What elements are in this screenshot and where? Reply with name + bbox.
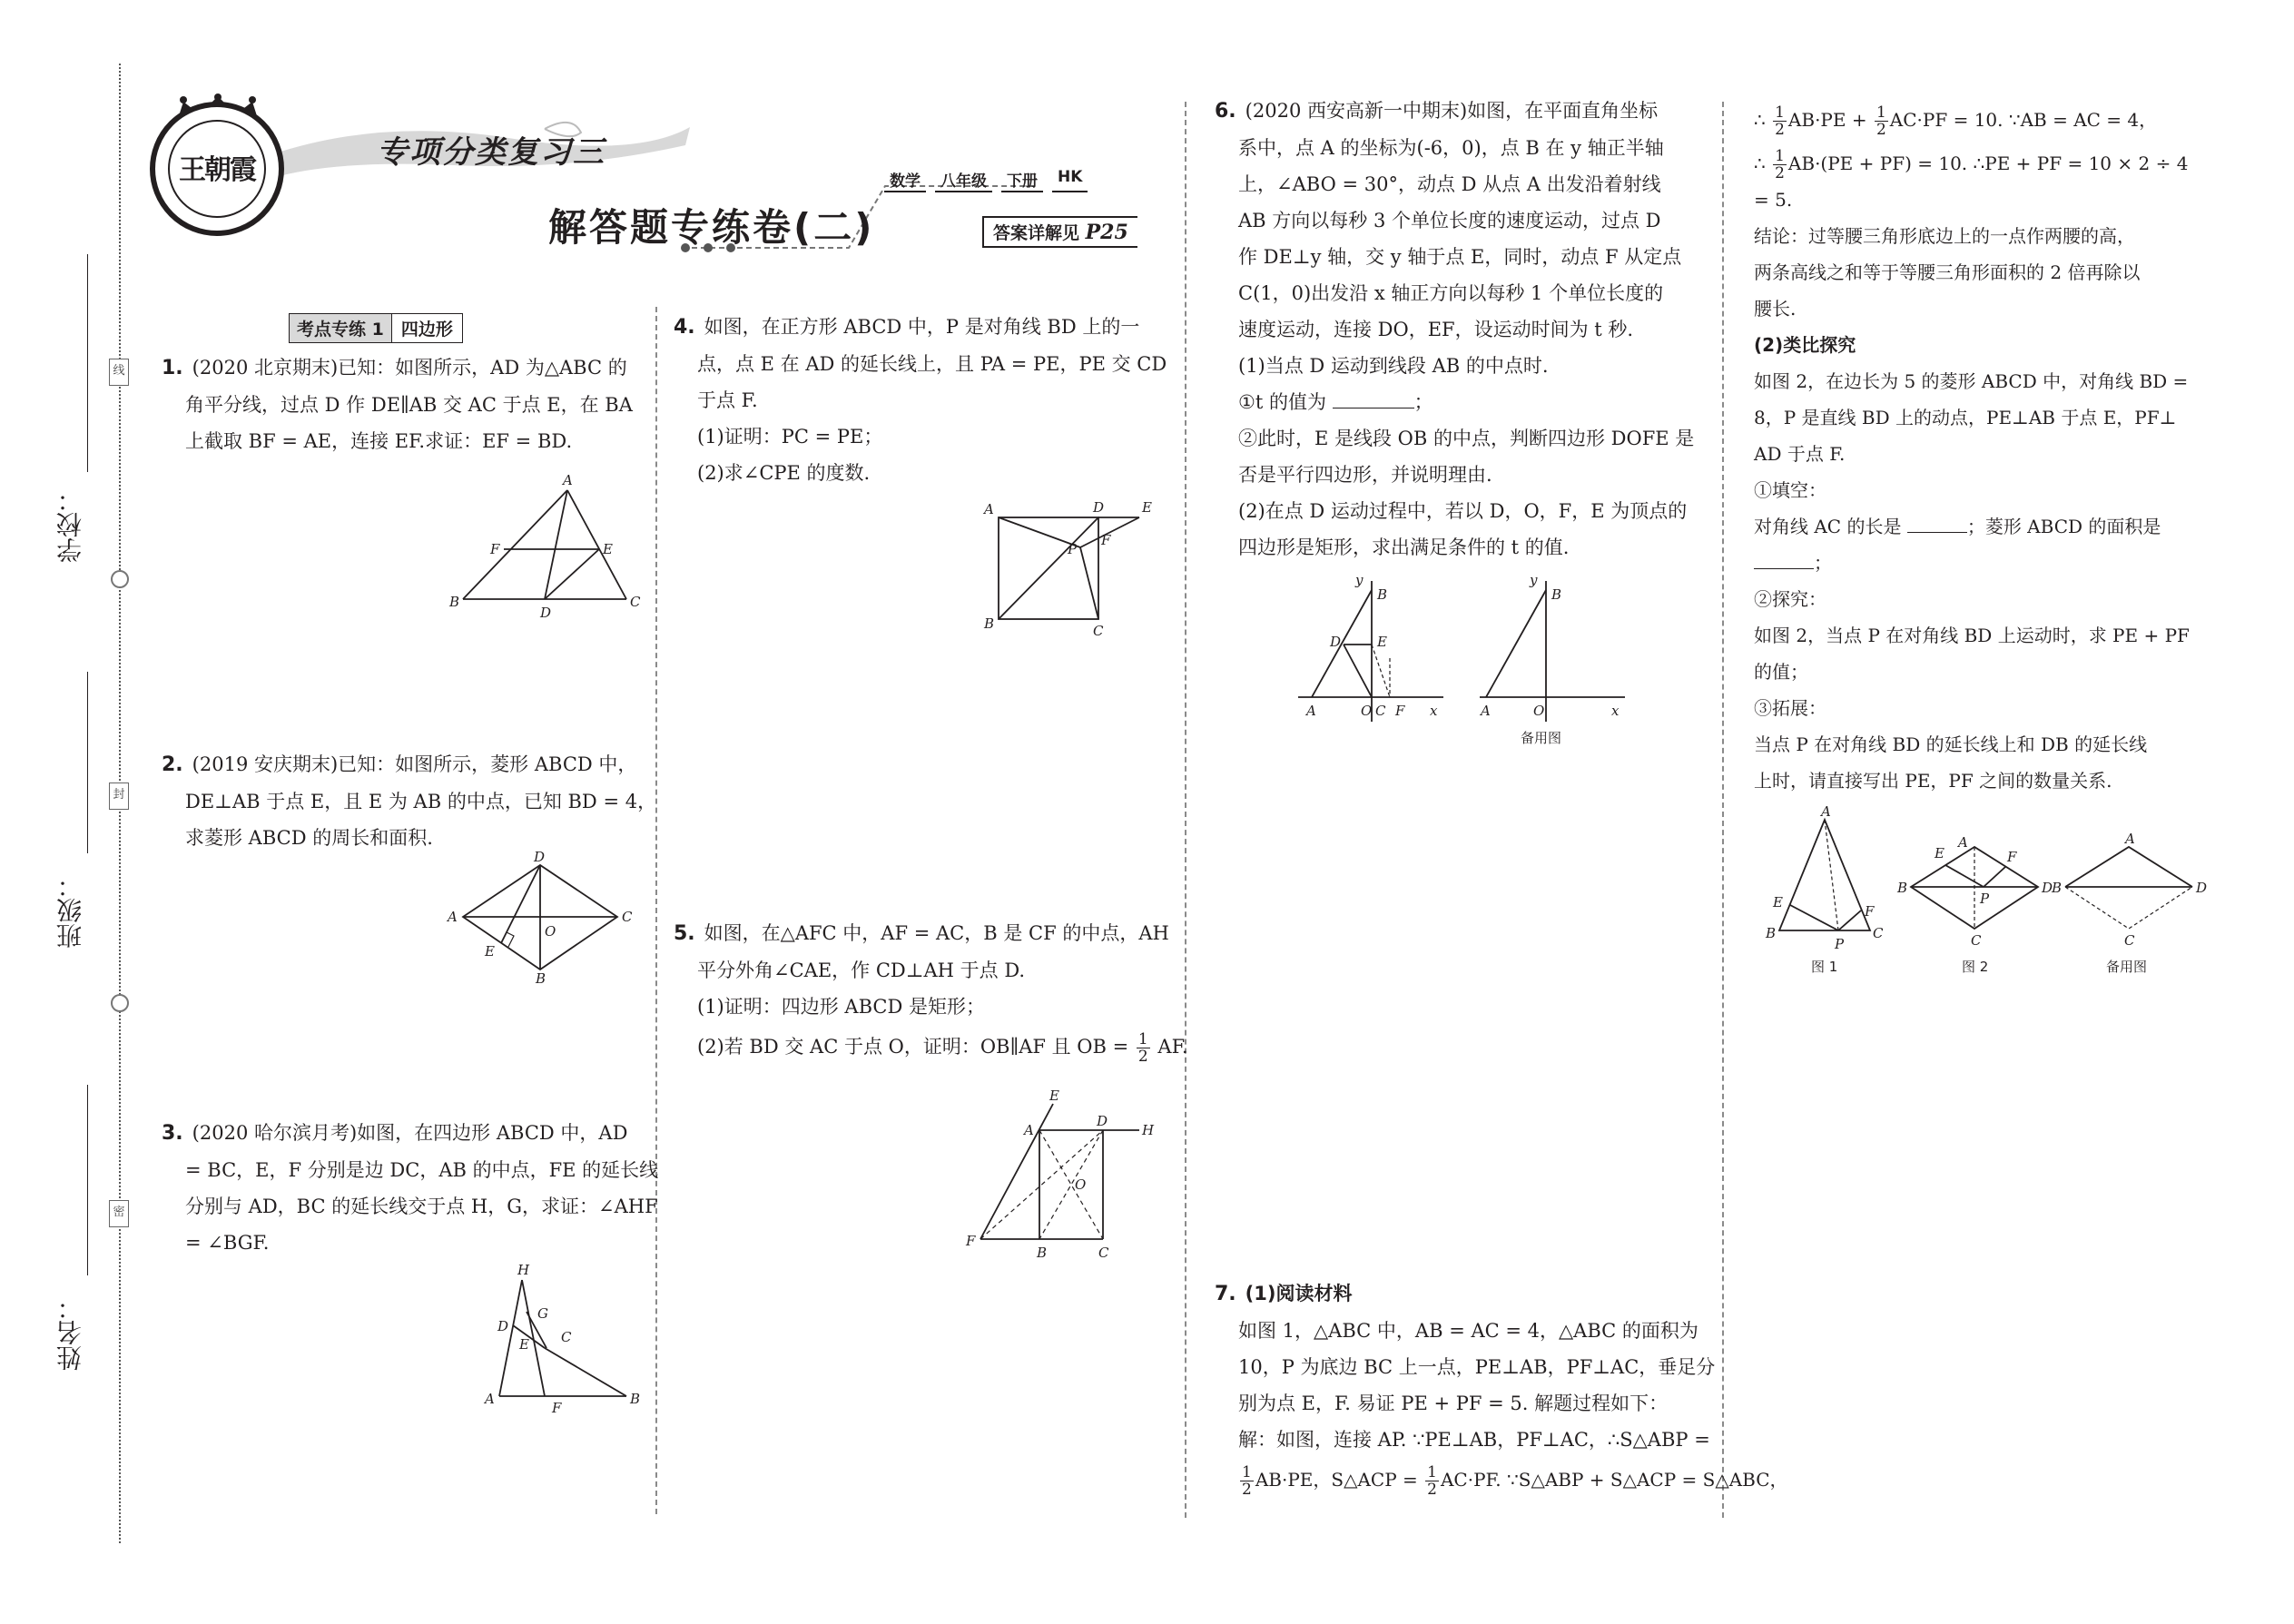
fig-label: B bbox=[536, 970, 546, 987]
question-line: 8，P 是直线 BD 上的动点，PE⊥AB 于点 E，PF⊥ bbox=[1754, 407, 2177, 428]
fig-label: D bbox=[2196, 880, 2208, 896]
question-line: AF. bbox=[1157, 1036, 1188, 1058]
answer-blank[interactable] bbox=[1754, 551, 1814, 569]
fig-label: A bbox=[1958, 834, 1968, 851]
meta-volume: 下册 bbox=[1001, 168, 1043, 192]
question-heading: (1)阅读材料 bbox=[1245, 1283, 1353, 1304]
fig-label: A bbox=[2125, 831, 2135, 847]
fig-label: G bbox=[537, 1305, 548, 1322]
fig-label: A bbox=[1306, 703, 1316, 719]
fig-label: D bbox=[540, 605, 552, 621]
question-line: ∴ bbox=[1754, 153, 1766, 174]
question-number: 3. bbox=[162, 1122, 183, 1145]
question-number: 5. bbox=[674, 922, 695, 945]
logo-text: 王朝霞 bbox=[168, 120, 266, 218]
fig-label: y bbox=[1530, 572, 1538, 588]
question-line: (2)求∠CPE 的度数. bbox=[697, 462, 871, 484]
fig-label: B bbox=[1766, 925, 1777, 941]
fig-label: A bbox=[563, 472, 573, 488]
q7-figures bbox=[1757, 803, 2208, 980]
question-number: 2. bbox=[162, 753, 183, 776]
question-line: AD 于点 F. bbox=[1754, 443, 1846, 465]
question-line: 结论：过等腰三角形底边上的一点作两腰的高， bbox=[1754, 225, 2135, 247]
question-line: DE⊥AB 于点 E，且 E 为 AB 的中点，已知 BD = 4， bbox=[185, 791, 657, 812]
fig-label: P bbox=[1835, 936, 1845, 952]
fraction-half bbox=[1875, 104, 1888, 138]
question-line: (2019 安庆期末)已知：如图所示，菱形 ABCD 中， bbox=[192, 753, 637, 775]
question-line: AB·(PE + PF) = 10. ∴PE + PF = 10 × 2 ÷ 4 bbox=[1787, 153, 2189, 174]
class-label: 班级： bbox=[55, 872, 85, 949]
fig-label: D bbox=[1097, 1113, 1108, 1129]
fig-label: C bbox=[630, 594, 641, 610]
fig-label: E bbox=[1773, 894, 1783, 910]
fig-label: F bbox=[552, 1400, 562, 1416]
fig-label: B bbox=[449, 594, 460, 610]
question-line: 作 DE⊥y 轴，交 y 轴于点 E，同时，动点 F 从定点 bbox=[1238, 246, 1682, 268]
frac-den: 2 bbox=[1137, 1048, 1148, 1066]
fig-label: F bbox=[2007, 849, 2017, 865]
fig-label: O bbox=[1533, 703, 1545, 719]
fig-label: A bbox=[448, 909, 458, 925]
meta-grade: 八年级 bbox=[935, 168, 992, 192]
question-line: 如图 1，△ABC 中，AB = AC = 4，△ABC 的面积为 bbox=[1238, 1320, 1698, 1342]
frac-num: 1 bbox=[1137, 1030, 1148, 1048]
frac-den: 2 bbox=[1427, 1481, 1437, 1499]
question-line: 如图 2，在边长为 5 的菱形 ABCD 中，对角线 BD = bbox=[1754, 370, 2189, 392]
fraction-half bbox=[1773, 148, 1787, 182]
question-number: 4. bbox=[674, 316, 695, 339]
question-line: = BC，E，F 分别是边 DC，AB 的中点，FE 的延长线 bbox=[185, 1159, 659, 1181]
fig-label: y bbox=[1355, 572, 1364, 588]
answer-ref-prefix: 答案详解见 bbox=[993, 223, 1080, 243]
fraction-half bbox=[1137, 1031, 1150, 1065]
question-line: 上截取 BF = AE，连接 EF.求证：EF = BD. bbox=[185, 430, 573, 452]
question-line: 角平分线，过点 D 作 DE∥AB 交 AC 于点 E，在 BA bbox=[185, 394, 633, 416]
fig-label: B bbox=[1037, 1245, 1048, 1261]
question-line: AB 方向以每秒 3 个单位长度的速度运动，过点 D bbox=[1238, 210, 1661, 231]
fig-label: C bbox=[622, 909, 633, 925]
question-line: ②探究： bbox=[1754, 588, 1826, 610]
question-line: (2)若 BD 交 AC 于点 O，证明：OB∥AF 且 OB = bbox=[697, 1036, 1129, 1058]
fraction-half bbox=[1773, 104, 1787, 138]
q5-figure bbox=[962, 1089, 1162, 1266]
book-meta bbox=[884, 168, 1088, 192]
question-line: 否是平行四边形，并说明理由. bbox=[1238, 464, 1492, 486]
fig-label: E bbox=[1142, 499, 1152, 516]
question-line: 对角线 AC 的长是 bbox=[1754, 516, 1902, 537]
fig-label: E bbox=[519, 1336, 529, 1353]
seal-xian: 线 bbox=[109, 359, 129, 386]
name-label: 姓名： bbox=[55, 1294, 85, 1371]
fig-label: O bbox=[1075, 1176, 1087, 1193]
question-line: AB·PE + bbox=[1787, 109, 1867, 131]
fig-label: H bbox=[1142, 1122, 1155, 1138]
school-blank-line bbox=[87, 254, 88, 472]
question-7-continued bbox=[1754, 102, 2230, 799]
question-line: (2)在点 D 运动过程中，若以 D，O，F，E 为顶点的 bbox=[1238, 500, 1688, 522]
q7-figure-1 bbox=[1779, 820, 1870, 930]
frac-num: 1 bbox=[1775, 147, 1785, 165]
fig-label: A bbox=[984, 501, 994, 517]
question-2 bbox=[162, 746, 657, 856]
column-separator bbox=[655, 307, 657, 1514]
q7-figure-2 bbox=[1911, 847, 2038, 929]
fig-label: H bbox=[517, 1262, 530, 1278]
question-5 bbox=[674, 915, 1188, 1066]
question-line: 四边形是矩形，求出满足条件的 t 的值. bbox=[1238, 536, 1570, 558]
figure-caption: 图 2 bbox=[1962, 959, 1989, 975]
question-line: 10，P 为底边 BC 上一点，PE⊥AB，PF⊥AC，垂足分 bbox=[1238, 1356, 1716, 1378]
question-line: ； bbox=[1814, 552, 1832, 574]
question-line: 上，∠ABO = 30°，动点 D 从点 A 出发沿着射线 bbox=[1238, 173, 1661, 195]
fig-label: B bbox=[984, 615, 995, 632]
fig-label: D bbox=[2042, 880, 2053, 896]
question-line: 系中，点 A 的坐标为(-6，0)，点 B 在 y 轴正半轴 bbox=[1238, 137, 1664, 159]
fig-label: E bbox=[1377, 634, 1387, 650]
question-line: 上时，请直接写出 PE，PF 之间的数量关系. bbox=[1754, 770, 2112, 792]
fig-label: E bbox=[1049, 1088, 1059, 1104]
fig-label: F bbox=[490, 541, 500, 557]
section-tag: 考点专练 1 bbox=[289, 313, 392, 343]
answer-blank[interactable] bbox=[1907, 515, 1967, 533]
fig-label: E bbox=[1935, 845, 1944, 861]
figure-caption: 图 1 bbox=[1811, 959, 1838, 975]
fig-label: A bbox=[1821, 803, 1831, 820]
class-blank-line bbox=[87, 672, 88, 853]
q3-figure bbox=[472, 1262, 645, 1416]
question-3 bbox=[162, 1115, 659, 1261]
figure-caption: 备用图 bbox=[1521, 730, 1562, 746]
question-line: ③拓展： bbox=[1754, 697, 1826, 719]
frac-num: 1 bbox=[1427, 1463, 1437, 1481]
fig-label: B bbox=[1377, 586, 1388, 603]
question-line: 如图，在正方形 ABCD 中，P 是对角线 BD 上的一 bbox=[704, 316, 1140, 338]
fig-label: C bbox=[1093, 623, 1104, 639]
fig-label: C bbox=[1971, 932, 1982, 949]
fig-label: E bbox=[603, 541, 613, 557]
question-line: 点，点 E 在 AD 的延长线上，且 PA = PE，PE 交 CD bbox=[697, 353, 1167, 375]
fig-label: x bbox=[1611, 703, 1620, 719]
seal-mi: 密 bbox=[109, 1200, 129, 1227]
fig-label: D bbox=[1330, 634, 1342, 650]
question-line: 分别与 AD，BC 的延长线交于点 H，G，求证：∠AHF bbox=[185, 1196, 658, 1217]
frac-num: 1 bbox=[1775, 103, 1785, 122]
answer-ref-page: P25 bbox=[1085, 221, 1128, 244]
q6-spare-figure bbox=[1475, 572, 1643, 749]
question-line: AB·PE，S△ACP = bbox=[1255, 1469, 1418, 1491]
fig-label: B bbox=[2052, 880, 2063, 896]
frac-den: 2 bbox=[1775, 121, 1785, 139]
question-line: 当点 P 在对角线 BD 的延长线上和 DB 的延长线 bbox=[1754, 733, 2148, 755]
q7-figure-3 bbox=[2065, 847, 2192, 929]
question-line: 求菱形 ABCD 的周长和面积. bbox=[185, 827, 433, 849]
frac-den: 2 bbox=[1775, 164, 1785, 182]
question-line: (2020 西安高新一中期末)如图，在平面直角坐标 bbox=[1245, 100, 1659, 122]
question-line: 平分外角∠CAE，作 CD⊥AH 于点 D. bbox=[697, 960, 1026, 981]
fig-label: D bbox=[534, 849, 546, 865]
question-heading: (2)类比探究 bbox=[1754, 334, 1856, 356]
fig-label: D bbox=[497, 1318, 509, 1334]
question-number: 7. bbox=[1215, 1283, 1236, 1305]
question-number: 6. bbox=[1215, 100, 1236, 123]
question-line: (2020 北京期末)已知：如图所示，AD 为△ABC 的 bbox=[192, 357, 627, 379]
section-heading bbox=[289, 313, 463, 343]
fig-label: A bbox=[1024, 1122, 1034, 1138]
fig-label: F bbox=[966, 1233, 976, 1249]
brand-logo bbox=[150, 102, 284, 236]
fig-label: B bbox=[1897, 880, 1908, 896]
figure-caption: 备用图 bbox=[2106, 959, 2148, 975]
q4-figure bbox=[971, 497, 1153, 643]
question-6: 6. (2020 西安高新一中期末)如图，在平面直角坐标 系中，点 A 的坐标为(-6，0)，点 B 在 y 轴正半轴 上，∠ABO = 30°，动点 D 从点 A 出发沿着射线 AB 方向以每秒 3 个单位长度的速度运动，过点 D 作 DE⊥y 轴，交 y 轴于点 E，同时，动点 F 从定点 C(1，0)出发沿 x 轴正方向以每秒 1 个单位长度的 速度运动，连接 DO，EF，设运动时间为 t 秒. (1)当点 D 运动到线段 AB 的中点时. ①t 的值为 ； ②此时，E 是线段 OB 的中点，判断四边形 DOFE 是 否是平行四边形，并说明理由. (2)在点 D 运动过程中，若以 D，O，F，E 为顶点的 四边形是矩形，求出满足条件的 t 的值. bbox=[1215, 93, 1714, 566]
fig-label: O bbox=[545, 923, 556, 940]
frac-num: 1 bbox=[1242, 1463, 1252, 1481]
fraction-half bbox=[1425, 1464, 1439, 1498]
question-line: (2020 哈尔滨月考)如图，在四边形 ABCD 中，AD bbox=[192, 1122, 628, 1144]
question-line: 如图 2，当点 P 在对角线 BD 上运动时，求 PE + PF bbox=[1754, 625, 2190, 646]
question-line: = 5. bbox=[1754, 189, 1793, 211]
question-line: AC·PF = 10. ∵AB = AC = 4， bbox=[1889, 109, 2158, 131]
answer-blank[interactable] bbox=[1333, 390, 1414, 408]
fig-label: D bbox=[1093, 499, 1105, 516]
page-title: 解答题专练卷(二) bbox=[548, 205, 875, 250]
frac-den: 2 bbox=[1876, 121, 1886, 139]
fig-label: C bbox=[561, 1329, 572, 1345]
fig-label: B bbox=[1551, 586, 1562, 603]
binding-hole bbox=[111, 570, 129, 588]
fig-label: B bbox=[630, 1391, 641, 1407]
question-line: 的值； bbox=[1754, 661, 1808, 683]
question-line: (1)证明：四边形 ABCD 是矩形； bbox=[697, 996, 985, 1018]
fig-label: A bbox=[1481, 703, 1491, 719]
fraction-half bbox=[1240, 1464, 1254, 1498]
fig-label: O bbox=[1361, 703, 1373, 719]
fig-label: A bbox=[485, 1391, 495, 1407]
frac-num: 1 bbox=[1876, 103, 1886, 122]
frac-den: 2 bbox=[1242, 1481, 1252, 1499]
question-line: 腰长. bbox=[1754, 298, 1797, 320]
fig-label: F bbox=[1395, 703, 1405, 719]
question-line: 速度运动，连接 DO，EF，设运动时间为 t 秒. bbox=[1238, 319, 1634, 340]
question-line: 于点 F. bbox=[697, 389, 758, 411]
q1-figure bbox=[445, 472, 645, 622]
question-line: ∴ bbox=[1754, 109, 1766, 131]
q6-figure bbox=[1294, 572, 1462, 726]
question-line: ；菱形 ABCD 的面积是 bbox=[1966, 516, 2161, 537]
school-label: 学校： bbox=[55, 487, 85, 563]
fig-label: C bbox=[1375, 703, 1386, 719]
question-number: 1. bbox=[162, 357, 183, 379]
seal-feng: 封 bbox=[109, 782, 129, 810]
fig-label: P bbox=[1068, 541, 1078, 557]
question-line: 解：如图，连接 AP. ∵PE⊥AB，PF⊥AC，∴S△ABP = bbox=[1238, 1429, 1710, 1451]
question-line: C(1，0)出发沿 x 轴正方向以每秒 1 个单位长度的 bbox=[1238, 282, 1664, 304]
series-title: 专项分类复习三 bbox=[377, 134, 605, 171]
fig-label: F bbox=[1865, 903, 1875, 920]
section-name: 四边形 bbox=[392, 313, 463, 343]
fig-label: E bbox=[485, 943, 495, 960]
fig-label: C bbox=[2124, 932, 2135, 949]
question-line: = ∠BGF. bbox=[185, 1232, 270, 1254]
meta-subject: 数学 bbox=[884, 168, 926, 192]
fig-label: P bbox=[1980, 891, 1990, 907]
question-line: AC·PF. ∵S△ABP + S△ACP = S△ABC， bbox=[1440, 1469, 1788, 1491]
question-4 bbox=[674, 309, 1173, 491]
question-line: (1)证明：PC = PE； bbox=[697, 426, 883, 448]
fig-label: C bbox=[1098, 1245, 1109, 1261]
question-line: (1)当点 D 运动到线段 AB 的中点时. bbox=[1238, 355, 1549, 377]
fig-label: x bbox=[1430, 703, 1438, 719]
question-line: 别为点 E，F. 易证 PE + PF = 5. 解题过程如下： bbox=[1238, 1393, 1669, 1414]
question-line: 两条高线之和等于等腰三角形面积的 2 倍再除以 bbox=[1754, 261, 2141, 283]
column-separator bbox=[1722, 102, 1724, 1518]
fig-label: F bbox=[1101, 532, 1111, 548]
answer-reference bbox=[982, 216, 1137, 248]
question-line: 如图，在△AFC 中，AF = AC，B 是 CF 的中点，AH bbox=[704, 922, 1169, 944]
question-1 bbox=[162, 349, 643, 459]
fig-label: C bbox=[1873, 925, 1884, 941]
column-separator bbox=[1185, 102, 1186, 1518]
binding-hole bbox=[111, 994, 129, 1012]
question-line: ②此时，E 是线段 OB 的中点，判断四边形 DOFE 是 bbox=[1238, 428, 1695, 449]
question-7 bbox=[1215, 1275, 1788, 1499]
question-line: ①t 的值为 bbox=[1238, 391, 1326, 413]
name-blank-line bbox=[87, 1085, 88, 1275]
q2-figure bbox=[445, 849, 645, 985]
question-line: ①填空： bbox=[1754, 479, 1826, 501]
meta-edition: HK bbox=[1052, 168, 1088, 192]
